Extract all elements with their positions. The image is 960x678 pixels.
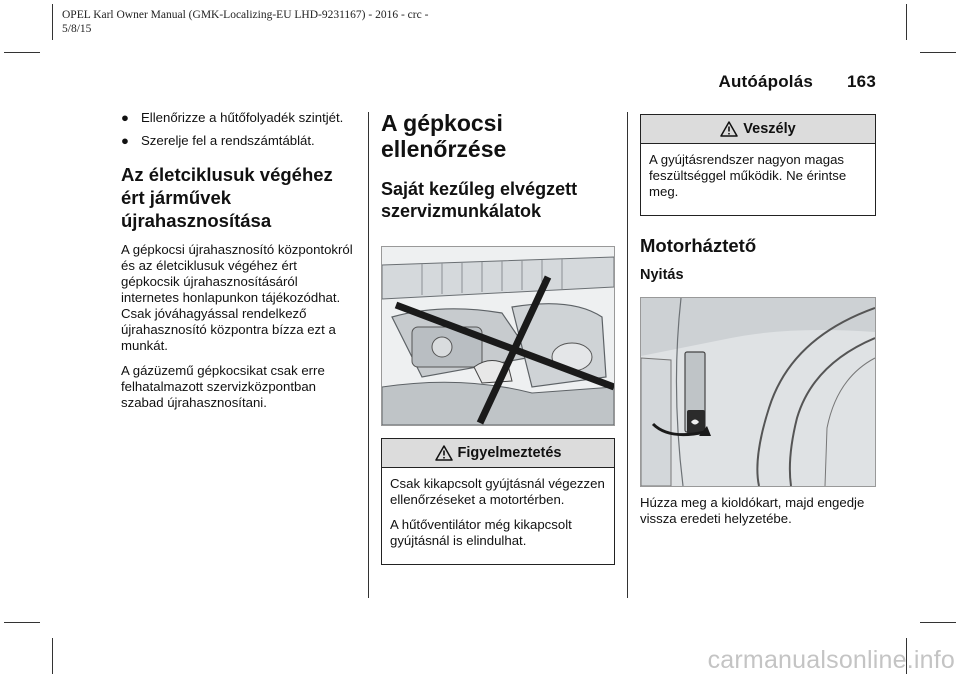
hood-release-illustration — [640, 297, 876, 487]
crop-mark — [920, 622, 956, 623]
running-head — [718, 72, 876, 92]
crop-mark — [52, 4, 53, 40]
warning-text: Csak kikapcsolt gyújtásnál végezzen ellenőrzéseket a motortérben. — [390, 476, 605, 507]
column-2 — [381, 110, 615, 565]
watermark: carmanualsonline.info — [707, 646, 955, 674]
danger-text: A gyújtásrendszer nagyon magas feszültséggel működik. Ne érintse meg. — [649, 152, 847, 199]
figure-caption: Húzza meg a kioldókart, majd engedje vissza eredeti helyzetébe. — [640, 495, 865, 526]
document-meta-date: 5/8/15 — [62, 23, 92, 35]
warning-header — [382, 439, 614, 468]
page-number: 163 — [847, 72, 876, 91]
crop-mark — [920, 52, 956, 53]
document-meta-line: OPEL Karl Owner Manual (GMK-Localizing-EU LHD-9231167) - 2016 - crc - — [62, 9, 429, 21]
list-item — [121, 133, 357, 149]
list-item-text: Szerelje fel a rendszámtáblát. — [141, 133, 315, 148]
danger-box — [640, 114, 876, 216]
list-item-text: Ellenőrizze a hűtőfolyadék szintjét. — [141, 110, 344, 125]
list-item — [121, 110, 357, 126]
warning-triangle-icon — [720, 121, 738, 137]
column-divider — [627, 112, 628, 598]
document-meta — [62, 8, 492, 36]
engine-bay-illustration — [381, 246, 615, 426]
crop-mark — [4, 52, 40, 53]
column-1 — [121, 110, 357, 420]
chapter-title: A gépkocsi ellenőrzése — [381, 110, 507, 162]
crop-mark — [4, 622, 40, 623]
column-divider — [368, 112, 369, 598]
danger-label: Veszély — [743, 121, 796, 137]
section-name: Autóápolás — [718, 72, 814, 91]
warning-body — [382, 468, 614, 564]
paragraph: A gépkocsi újrahasznosító központokról és az életciklusuk végéhez ért gépkocsik újrahasznosításáról internetes honlapunkon tájékozódhat. Csak jóváhagyással rendelkező újrahasznosító központra bízza ezt a munkát. — [121, 242, 353, 353]
warning-text: A hűtőventilátor még kikapcsolt gyújtásnál is elindulhat. — [390, 517, 572, 548]
section-heading: Motorháztető — [640, 235, 757, 256]
subsection-heading: Saját kezűleg elvégzett szervizmunkálatok — [381, 179, 578, 221]
danger-body — [641, 144, 875, 215]
warning-box — [381, 438, 615, 565]
section-heading: Az életciklusuk végéhez ért járművek újrahasznosítása — [121, 164, 333, 231]
engine-bay-drawing — [382, 247, 614, 425]
warning-label: Figyelmeztetés — [457, 445, 562, 461]
column-3 — [640, 114, 876, 536]
crop-mark — [52, 638, 53, 674]
hood-release-drawing — [641, 298, 875, 486]
bullet-glyph: ● — [121, 133, 129, 148]
subsection-heading: Nyitás — [640, 267, 684, 283]
bullet-glyph: ● — [121, 110, 129, 125]
crop-mark — [906, 4, 907, 40]
danger-header — [641, 115, 875, 144]
paragraph: A gázüzemű gépkocsikat csak erre felhatalmazott szervizközpontban szabad újrahasznosítani. — [121, 363, 325, 410]
warning-triangle-icon — [435, 445, 453, 461]
